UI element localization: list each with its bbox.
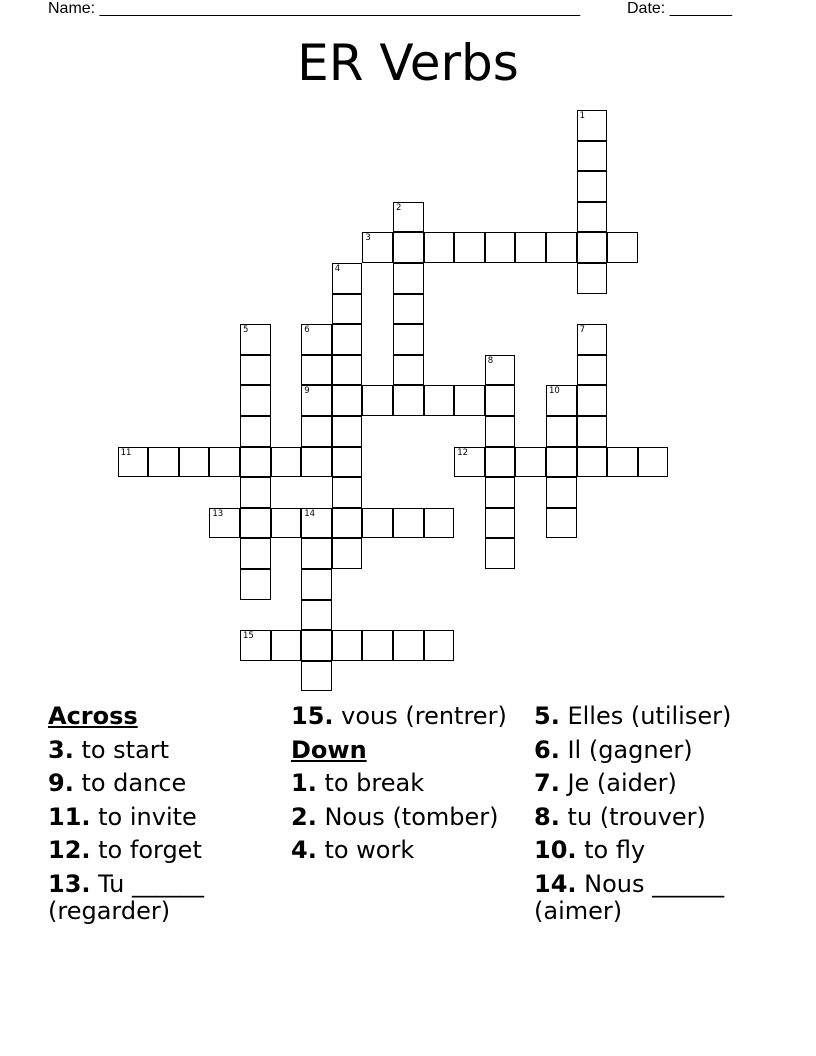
clue-text: Nous (tomber) — [316, 802, 499, 831]
grid-cell[interactable] — [301, 416, 332, 447]
clue-text: Tu ______ (regarder) — [48, 869, 204, 925]
grid-cell[interactable] — [301, 324, 332, 355]
grid-cell[interactable] — [424, 385, 455, 416]
clue-item — [48, 871, 278, 926]
grid-cell[interactable] — [485, 232, 516, 263]
grid-cell[interactable] — [577, 141, 608, 172]
grid-cell[interactable] — [454, 232, 485, 263]
date-field-label: Date: _______ — [627, 0, 732, 17]
grid-cell[interactable] — [301, 661, 332, 692]
grid-cell[interactable] — [332, 477, 363, 508]
clue-text: to start — [73, 735, 170, 764]
grid-cell[interactable] — [577, 171, 608, 202]
grid-cell[interactable] — [362, 385, 393, 416]
clue-item — [534, 703, 764, 731]
grid-cell[interactable] — [362, 630, 393, 661]
clue-text: Elles (utiliser) — [559, 702, 732, 730]
clue-number: 9. — [48, 769, 74, 797]
grid-cell[interactable] — [271, 508, 302, 539]
grid-cell[interactable] — [485, 355, 516, 386]
grid-cell[interactable] — [301, 355, 332, 386]
grid-cell[interactable] — [546, 447, 577, 478]
clue-number: 15. — [291, 702, 334, 730]
clue-number: 7. — [534, 769, 560, 797]
grid-cell[interactable] — [577, 355, 608, 386]
grid-cell[interactable] — [332, 385, 363, 416]
clue-number-label: 12 — [457, 447, 469, 458]
clue-item — [534, 737, 764, 765]
grid-cell[interactable] — [485, 416, 516, 447]
clue-number: 10. — [534, 836, 577, 864]
grid-cell[interactable] — [240, 538, 271, 569]
grid-cell[interactable] — [332, 447, 363, 478]
clue-number-label: 13 — [212, 508, 224, 519]
down-heading: Down — [291, 735, 367, 764]
grid-cell[interactable] — [393, 232, 424, 263]
grid-cell[interactable] — [393, 355, 424, 386]
grid-cell[interactable] — [240, 355, 271, 386]
clue-number-label: 2 — [396, 202, 402, 213]
grid-cell[interactable] — [301, 508, 332, 539]
grid-cell[interactable] — [454, 447, 485, 478]
grid-cell[interactable] — [607, 447, 638, 478]
clue-number: 4. — [291, 836, 317, 864]
clue-text: Je (aider) — [559, 769, 677, 797]
clue-number-label: 3 — [365, 233, 371, 244]
clue-number-label: 11 — [120, 447, 132, 458]
grid-cell[interactable] — [393, 385, 424, 416]
clue-number-label: 15 — [243, 631, 254, 642]
grid-cell[interactable] — [485, 477, 516, 508]
grid-cell[interactable] — [118, 447, 149, 478]
grid-cell[interactable] — [332, 538, 363, 569]
grid-cell[interactable] — [577, 324, 608, 355]
grid-cell[interactable] — [515, 232, 546, 263]
clue-text: to dance — [73, 769, 187, 797]
grid-cell[interactable] — [332, 416, 363, 447]
clue-item — [291, 804, 521, 832]
clue-column-1 — [48, 703, 278, 932]
across-heading: Across — [48, 702, 138, 730]
grid-cell[interactable] — [393, 630, 424, 661]
grid-cell[interactable] — [362, 508, 393, 539]
clue-item — [534, 770, 764, 798]
name-field-label: Name: ______________________________________________________ — [48, 0, 581, 17]
grid-cell[interactable] — [577, 385, 608, 416]
grid-cell[interactable] — [301, 630, 332, 661]
clue-item — [48, 770, 278, 798]
clue-number-label: 10 — [549, 386, 560, 397]
grid-cell[interactable] — [546, 477, 577, 508]
grid-cell[interactable] — [332, 263, 363, 294]
clue-text: vous (rentrer) — [333, 702, 507, 730]
grid-cell[interactable] — [301, 447, 332, 478]
clue-number: 8. — [534, 802, 560, 831]
grid-cell[interactable] — [424, 508, 455, 539]
grid-cell[interactable] — [301, 569, 332, 600]
clue-text: to work — [316, 836, 415, 864]
grid-cell[interactable] — [393, 324, 424, 355]
grid-cell[interactable] — [271, 447, 302, 478]
grid-cell[interactable] — [485, 508, 516, 539]
clue-item — [48, 837, 278, 865]
grid-cell[interactable] — [179, 447, 210, 478]
clue-text: Il (gagner) — [559, 735, 693, 764]
grid-cell[interactable] — [577, 447, 608, 478]
grid-cell[interactable] — [332, 294, 363, 325]
grid-cell[interactable] — [546, 508, 577, 539]
grid-cell[interactable] — [332, 355, 363, 386]
clue-number: 5. — [534, 702, 560, 730]
grid-cell[interactable] — [638, 447, 669, 478]
clue-column-3 — [534, 703, 764, 932]
clue-text: Nous ______ (aimer) — [534, 869, 725, 925]
grid-cell[interactable] — [515, 447, 546, 478]
grid-cell[interactable] — [546, 385, 577, 416]
clue-number: 1. — [291, 769, 317, 797]
clue-item — [534, 804, 764, 832]
grid-cell[interactable] — [424, 630, 455, 661]
grid-cell[interactable] — [454, 385, 485, 416]
grid-cell[interactable] — [424, 232, 455, 263]
clue-number-label: 8 — [487, 355, 494, 366]
grid-cell[interactable] — [240, 630, 271, 661]
grid-cell[interactable] — [301, 385, 332, 416]
clue-text: to forget — [90, 836, 202, 864]
grid-cell[interactable] — [332, 630, 363, 661]
grid-cell[interactable] — [148, 447, 179, 478]
clue-item — [534, 837, 764, 865]
grid-cell[interactable] — [240, 569, 271, 600]
grid-cell[interactable] — [393, 202, 424, 233]
clue-number: 13. — [48, 869, 91, 898]
clue-item — [48, 737, 278, 765]
grid-cell[interactable] — [577, 110, 608, 141]
clue-number-label: 5 — [243, 325, 249, 336]
grid-cell[interactable] — [577, 263, 608, 294]
clue-column-2 — [291, 703, 521, 871]
clue-text: tu (trouver) — [559, 802, 706, 831]
clue-number-label: 6 — [304, 325, 310, 336]
grid-cell[interactable] — [240, 508, 271, 539]
grid-cell[interactable] — [393, 508, 424, 539]
grid-cell[interactable] — [240, 447, 271, 478]
clue-number-label: 4 — [334, 264, 341, 274]
clue-number-label: 1 — [579, 111, 586, 121]
grid-cell[interactable] — [485, 385, 516, 416]
grid-cell[interactable] — [393, 294, 424, 325]
clue-number-label: 14 — [304, 508, 316, 519]
grid-cell[interactable] — [240, 477, 271, 508]
grid-cell[interactable] — [301, 538, 332, 569]
grid-cell[interactable] — [240, 416, 271, 447]
clue-text: to invite — [90, 802, 197, 831]
clue-item — [291, 770, 521, 798]
grid-cell[interactable] — [332, 508, 363, 539]
clue-text: to break — [316, 769, 425, 797]
grid-cell[interactable] — [485, 538, 516, 569]
clue-number: 11. — [48, 802, 91, 831]
clue-item — [534, 871, 764, 926]
grid-cell[interactable] — [209, 447, 240, 478]
clue-number-label: 7 — [579, 325, 586, 336]
grid-cell[interactable] — [607, 232, 638, 263]
grid-cell[interactable] — [362, 232, 393, 263]
clue-number: 6. — [534, 735, 560, 764]
grid-cell[interactable] — [209, 508, 240, 539]
grid-cell[interactable] — [546, 416, 577, 447]
grid-cell[interactable] — [332, 324, 363, 355]
clue-item — [48, 804, 278, 832]
clue-number: 2. — [291, 802, 317, 831]
grid-cell[interactable] — [577, 416, 608, 447]
grid-cell[interactable] — [240, 324, 271, 355]
grid-cell[interactable] — [577, 202, 608, 233]
clue-text: to fly — [576, 836, 646, 864]
grid-cell[interactable] — [240, 385, 271, 416]
grid-cell[interactable] — [271, 630, 302, 661]
clue-number: 14. — [534, 869, 577, 898]
grid-cell[interactable] — [485, 447, 516, 478]
clue-item — [291, 703, 521, 731]
clue-item — [291, 837, 521, 865]
grid-cell[interactable] — [577, 232, 608, 263]
grid-cell[interactable] — [393, 263, 424, 294]
clue-number-label: 9 — [304, 386, 310, 397]
grid-cell[interactable] — [301, 600, 332, 631]
clue-number: 3. — [48, 735, 74, 764]
clue-number: 12. — [48, 836, 91, 864]
grid-cell[interactable] — [546, 232, 577, 263]
page-title: ER Verbs — [297, 34, 519, 92]
